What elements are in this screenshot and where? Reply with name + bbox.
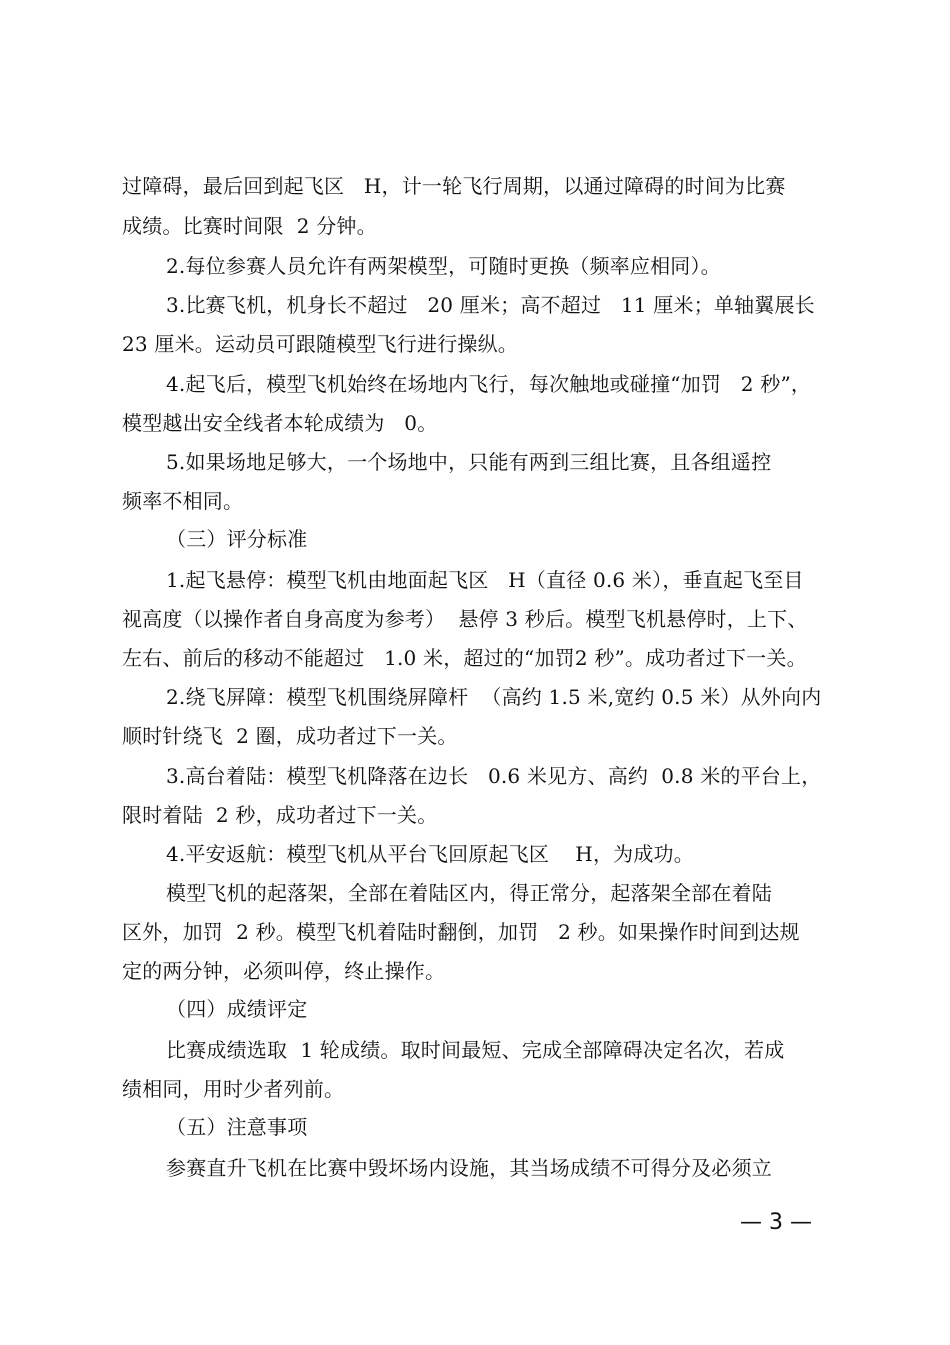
text-line: 过障碍，最后回到起飞区 H，计一轮飞行周期，以通过障碍的时间为比赛 xyxy=(122,174,786,198)
text-line: 2.绕飞屏障：模型飞机围绕屏障杆 （高约 1.5 米,宽约 0.5 米）从外向内 xyxy=(166,685,822,709)
text-line: 模型越出安全线者本轮成绩为 0。 xyxy=(122,411,438,435)
section-heading: （四）成绩评定 xyxy=(166,997,308,1021)
text-line: 5.如果场地足够大，一个场地中，只能有两到三组比赛，且各组遥控 xyxy=(166,450,772,474)
text-line: 4.平安返航：模型飞机从平台飞回原起飞区 H，为成功。 xyxy=(166,842,694,866)
text-line: 左右、前后的移动不能超过 1.0 米，超过的“加罚2 秒”。成功者过下一关。 xyxy=(122,646,807,670)
text-line: 2.每位参赛人员允许有两架模型，可随时更换（频率应相同）。 xyxy=(166,254,721,278)
section-heading: （三）评分标准 xyxy=(166,527,308,551)
text-line: 顺时针绕飞 2 圈，成功者过下一关。 xyxy=(122,724,458,748)
text-line: 区外，加罚 2 秒。模型飞机着陆时翻倒，加罚 2 秒。如果操作时间到达规 xyxy=(122,920,800,944)
text-line: 3.比赛飞机，机身长不超过 20 厘米；高不超过 11 厘米；单轴翼展长 xyxy=(166,293,815,317)
text-line: 比赛成绩选取 1 轮成绩。取时间最短、完成全部障碍决定名次，若成 xyxy=(166,1038,785,1062)
text-line: 绩相同，用时少者列前。 xyxy=(122,1077,345,1101)
text-line: 视高度（以操作者自身高度为参考） 悬停 3 秒后。模型飞机悬停时，上下、 xyxy=(122,607,808,631)
text-line: 模型飞机的起落架，全部在着陆区内，得正常分，起落架全部在着陆 xyxy=(166,881,772,905)
text-line: 参赛直升飞机在比赛中毁坏场内设施，其当场成绩不可得分及必须立 xyxy=(166,1156,772,1180)
text-line: 频率不相同。 xyxy=(122,489,244,513)
text-line: 23 厘米。运动员可跟随模型飞行进行操纵。 xyxy=(122,332,519,356)
text-line: 1.起飞悬停：模型飞机由地面起飞区 H（直径 0.6 米），垂直起飞至目 xyxy=(166,568,804,592)
text-line: 3.高台着陆：模型飞机降落在边长 0.6 米见方、高约 0.8 米的平台上， xyxy=(166,764,822,788)
text-line: 定的两分钟，必须叫停，终止操作。 xyxy=(122,959,446,983)
text-line: 限时着陆 2 秒，成功者过下一关。 xyxy=(122,803,438,827)
page-number: — 3 — xyxy=(740,1210,812,1235)
text-line: 成绩。比赛时间限 2 分钟。 xyxy=(122,214,377,238)
text-line: 4.起飞后，模型飞机始终在场地内飞行，每次触地或碰撞“加罚 2 秒”， xyxy=(166,372,812,396)
section-heading: （五）注意事项 xyxy=(166,1115,308,1139)
